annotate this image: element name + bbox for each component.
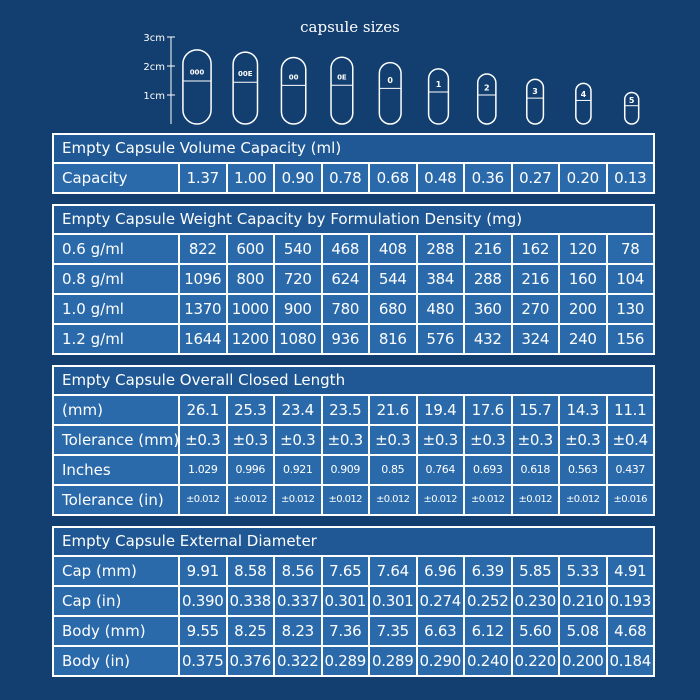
table-cell: 0.693 — [465, 456, 513, 484]
table-cell: 216 — [465, 235, 513, 263]
table-row — [54, 585, 653, 615]
capsule-size-diagram — [0, 0, 700, 130]
table-cell: 240 — [560, 325, 608, 353]
table-row — [54, 454, 653, 484]
table-cell: 936 — [323, 325, 371, 353]
row-label: Body (in) — [54, 647, 180, 675]
table-cell: ±0.016 — [613, 494, 647, 505]
scale-label: 2cm — [143, 62, 165, 73]
table-cell: 468 — [323, 235, 371, 263]
table-cell: 0.921 — [275, 456, 323, 484]
capsule-size-label: 00 — [288, 73, 299, 82]
table-cell: 0.85 — [370, 456, 418, 484]
table-cell: 6.63 — [418, 617, 466, 645]
table-cell: 0.337 — [275, 587, 323, 615]
table-row — [54, 645, 653, 675]
table-cell: 78 — [621, 240, 640, 258]
table-row — [54, 615, 653, 645]
table-cell: ±0.012 — [465, 486, 513, 514]
table-cell: 7.64 — [370, 557, 418, 585]
table-cell: 720 — [275, 265, 323, 293]
table-row — [54, 293, 653, 323]
row-label: Cap (mm) — [54, 557, 180, 585]
capsule-size-label: 1 — [435, 80, 442, 90]
table-cell: 270 — [513, 295, 561, 323]
capsule-table — [52, 204, 655, 355]
table-cell: 0.322 — [275, 647, 323, 675]
table-cell: 5.08 — [560, 617, 608, 645]
table-cell: 324 — [513, 325, 561, 353]
table-cell: 1096 — [180, 265, 228, 293]
table-cell: ±0.3 — [180, 426, 228, 454]
capsule-size-label: 0E — [337, 73, 347, 82]
row-label: (mm) — [54, 396, 180, 424]
capsule-size-label: 5 — [628, 95, 635, 105]
table-cell: 0.48 — [418, 164, 466, 192]
row-label: 1.0 g/ml — [54, 295, 180, 323]
table-cell: 4.68 — [614, 622, 647, 640]
table-cell: 480 — [418, 295, 466, 323]
table-cell: 17.6 — [465, 396, 513, 424]
table-cell: 0.193 — [609, 592, 651, 610]
table-cell: 0.230 — [513, 587, 561, 615]
row-label: Tolerance (mm) — [54, 426, 180, 454]
table-cell: 0.301 — [370, 587, 418, 615]
capsule-size-label: 4 — [580, 89, 587, 99]
table-cell: 19.4 — [418, 396, 466, 424]
table-cell: ±0.012 — [180, 486, 228, 514]
table-cell: 14.3 — [560, 396, 608, 424]
row-label: 0.8 g/ml — [54, 265, 180, 293]
table-cell: 360 — [465, 295, 513, 323]
table-cell: 15.7 — [513, 396, 561, 424]
table-row — [54, 484, 653, 514]
table-cell: ±0.3 — [465, 426, 513, 454]
table-cell: 0.338 — [228, 587, 276, 615]
table-cell: 23.5 — [323, 396, 371, 424]
table-cell: 1080 — [275, 325, 323, 353]
table-cell: 7.36 — [323, 617, 371, 645]
table-cell: 624 — [323, 265, 371, 293]
table-cell: 0.90 — [275, 164, 323, 192]
table-cell: 0.274 — [418, 587, 466, 615]
table-cell: 0.437 — [615, 463, 645, 476]
table-cell: 0.390 — [180, 587, 228, 615]
table-cell: 120 — [560, 235, 608, 263]
table-row — [54, 323, 653, 353]
table-cell: 0.289 — [323, 647, 371, 675]
capsule-size-label: 3 — [532, 87, 538, 97]
table-cell: 0.240 — [465, 647, 513, 675]
table-cell: 21.6 — [370, 396, 418, 424]
table-cell: ±0.012 — [228, 486, 276, 514]
capsule-shape — [379, 63, 401, 124]
table-cell: ±0.3 — [323, 426, 371, 454]
row-label: 0.6 g/ml — [54, 235, 180, 263]
table-cell: 0.78 — [323, 164, 371, 192]
row-label: Cap (in) — [54, 587, 180, 615]
table-cell: 0.220 — [513, 647, 561, 675]
table-cell: 288 — [418, 235, 466, 263]
table-cell: ±0.012 — [370, 486, 418, 514]
table-cell: 0.184 — [609, 652, 651, 670]
table-cell: 1200 — [228, 325, 276, 353]
capsule-shape — [233, 52, 257, 124]
table-cell: 800 — [228, 265, 276, 293]
table-row — [54, 396, 653, 424]
table-cell: 0.376 — [228, 647, 276, 675]
table-cell: 0.27 — [513, 164, 561, 192]
row-label: Body (mm) — [54, 617, 180, 645]
table-heading: Empty Capsule Overall Closed Length — [54, 367, 653, 396]
table-cell: 1.00 — [228, 164, 276, 192]
table-cell: 1000 — [228, 295, 276, 323]
row-label: Tolerance (in) — [54, 486, 180, 514]
table-cell: 1.029 — [180, 456, 228, 484]
capsule-shape — [281, 57, 305, 124]
capsule-size-label: 0 — [387, 75, 393, 85]
table-cell: 1370 — [180, 295, 228, 323]
table-cell: 7.35 — [370, 617, 418, 645]
scale-label: 1cm — [143, 91, 165, 102]
table-cell: 7.65 — [323, 557, 371, 585]
scale-label: 3cm — [143, 33, 165, 44]
table-heading: Empty Capsule External Diameter — [54, 528, 653, 557]
table-cell: ±0.3 — [228, 426, 276, 454]
table-cell: 216 — [513, 265, 561, 293]
table-cell: 162 — [513, 235, 561, 263]
table-cell: 6.96 — [418, 557, 466, 585]
table-cell: 780 — [323, 295, 371, 323]
table-cell: 0.563 — [560, 456, 608, 484]
table-cell: 408 — [370, 235, 418, 263]
table-cell: 0.996 — [228, 456, 276, 484]
table-cell: ±0.4 — [612, 431, 648, 449]
table-cell: 0.36 — [465, 164, 513, 192]
table-cell: 26.1 — [180, 396, 228, 424]
table-cell: 130 — [616, 300, 645, 318]
table-cell: 4.91 — [614, 562, 647, 580]
table-cell: 540 — [275, 235, 323, 263]
table-cell: 160 — [560, 265, 608, 293]
table-cell: ±0.3 — [418, 426, 466, 454]
table-cell: 0.764 — [418, 456, 466, 484]
capsule-shape — [183, 50, 211, 124]
table-cell: 0.909 — [323, 456, 371, 484]
table-cell: 11.1 — [614, 401, 647, 419]
row-label: Inches — [54, 456, 180, 484]
table-cell: ±0.012 — [275, 486, 323, 514]
table-cell: 0.290 — [418, 647, 466, 675]
table-cell: ±0.012 — [418, 486, 466, 514]
table-cell: 6.39 — [465, 557, 513, 585]
table-cell: 104 — [616, 270, 645, 288]
table-cell: ±0.3 — [370, 426, 418, 454]
table-row — [54, 557, 653, 585]
table-cell: 432 — [465, 325, 513, 353]
table-cell: ±0.012 — [323, 486, 371, 514]
table-cell: 0.20 — [560, 164, 608, 192]
table-cell: 816 — [370, 325, 418, 353]
table-cell: 8.25 — [228, 617, 276, 645]
table-cell: 384 — [418, 265, 466, 293]
page-title: capsule sizes — [300, 18, 400, 36]
table-cell: 5.85 — [513, 557, 561, 585]
table-cell: ±0.012 — [560, 486, 608, 514]
table-cell: 0.13 — [614, 169, 647, 187]
table-cell: 8.23 — [275, 617, 323, 645]
table-cell: ±0.3 — [513, 426, 561, 454]
table-cell: 5.60 — [513, 617, 561, 645]
table-cell: 25.3 — [228, 396, 276, 424]
table-cell: 576 — [418, 325, 466, 353]
table-cell: ±0.012 — [513, 486, 561, 514]
table-cell: 900 — [275, 295, 323, 323]
table-cell: 600 — [228, 235, 276, 263]
table-cell: 544 — [370, 265, 418, 293]
table-cell: 9.55 — [180, 617, 228, 645]
table-cell: 0.289 — [370, 647, 418, 675]
table-row — [54, 424, 653, 454]
table-row — [54, 164, 653, 192]
capsule-shape — [527, 79, 544, 124]
capsule-size-label: 000 — [189, 68, 205, 77]
table-cell: 200 — [560, 295, 608, 323]
table-cell: ±0.3 — [560, 426, 608, 454]
row-label: 1.2 g/ml — [54, 325, 180, 353]
capsule-shape — [429, 69, 449, 124]
table-cell: 680 — [370, 295, 418, 323]
table-cell: 1.37 — [180, 164, 228, 192]
table-cell: ±0.3 — [275, 426, 323, 454]
capsule-shape — [331, 57, 353, 124]
capsule-table — [52, 365, 655, 516]
table-cell: 8.56 — [275, 557, 323, 585]
table-cell: 822 — [180, 235, 228, 263]
capsule-shape — [478, 74, 496, 124]
table-row — [54, 235, 653, 263]
table-cell: 0.210 — [560, 587, 608, 615]
table-cell: 288 — [465, 265, 513, 293]
row-label: Capacity — [54, 164, 180, 192]
capsule-size-label: 00E — [238, 69, 253, 78]
table-cell: 1644 — [180, 325, 228, 353]
table-cell: 0.618 — [513, 456, 561, 484]
table-cell: 0.301 — [323, 587, 371, 615]
table-cell: 23.4 — [275, 396, 323, 424]
capsule-table — [52, 526, 655, 677]
table-cell: 0.68 — [370, 164, 418, 192]
capsule-table — [52, 133, 655, 194]
table-cell: 8.58 — [228, 557, 276, 585]
table-cell: 0.200 — [560, 647, 608, 675]
table-cell: 0.375 — [180, 647, 228, 675]
capsule-size-label: 2 — [484, 83, 490, 93]
table-cell: 9.91 — [180, 557, 228, 585]
table-heading: Empty Capsule Volume Capacity (ml) — [54, 135, 653, 164]
table-cell: 156 — [616, 330, 645, 348]
table-cell: 0.252 — [465, 587, 513, 615]
table-cell: 5.33 — [560, 557, 608, 585]
table-row — [54, 263, 653, 293]
table-cell: 6.12 — [465, 617, 513, 645]
table-heading: Empty Capsule Weight Capacity by Formulation Density (mg) — [54, 206, 653, 235]
